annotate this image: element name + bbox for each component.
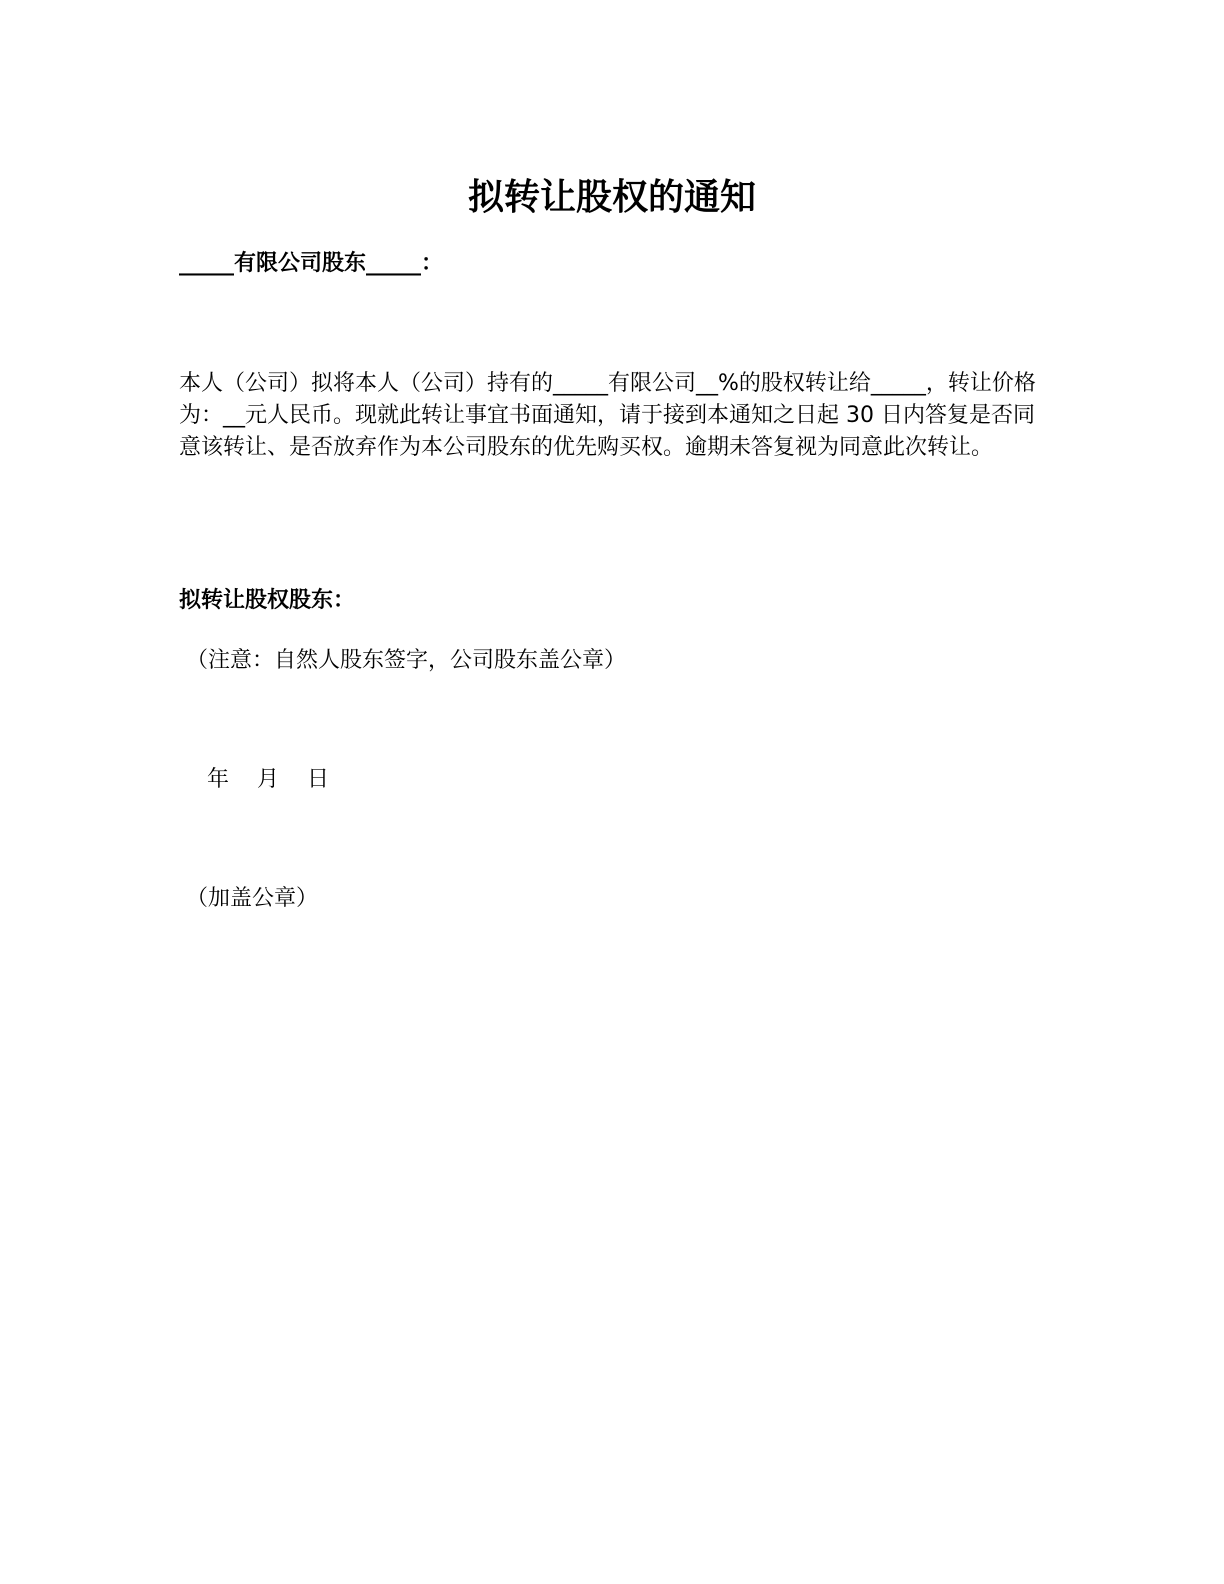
- date-line: 年 月 日: [207, 767, 329, 792]
- addressee-line: _____有限公司股东_____：: [179, 251, 444, 276]
- seal-note: （加盖公章）: [186, 886, 319, 911]
- signature-note: （注意：自然人股东签字，公司股东盖公章）: [186, 648, 627, 673]
- signer-label: 拟转让股权股东：: [179, 588, 356, 613]
- document-title: 拟转让股权的通知: [467, 177, 756, 218]
- body-paragraph: 本人（公司）拟将本人（公司）持有的_____有限公司__%的股权转让给_____，转让价格为：__元人民币。现就此转让事宜书面通知，请于接到本通知之日起 30 日内答复是否同意该转让、是否放弃作为本公司股东的优先购买权。逾期未答复视为同意此次转让。: [179, 371, 1036, 460]
